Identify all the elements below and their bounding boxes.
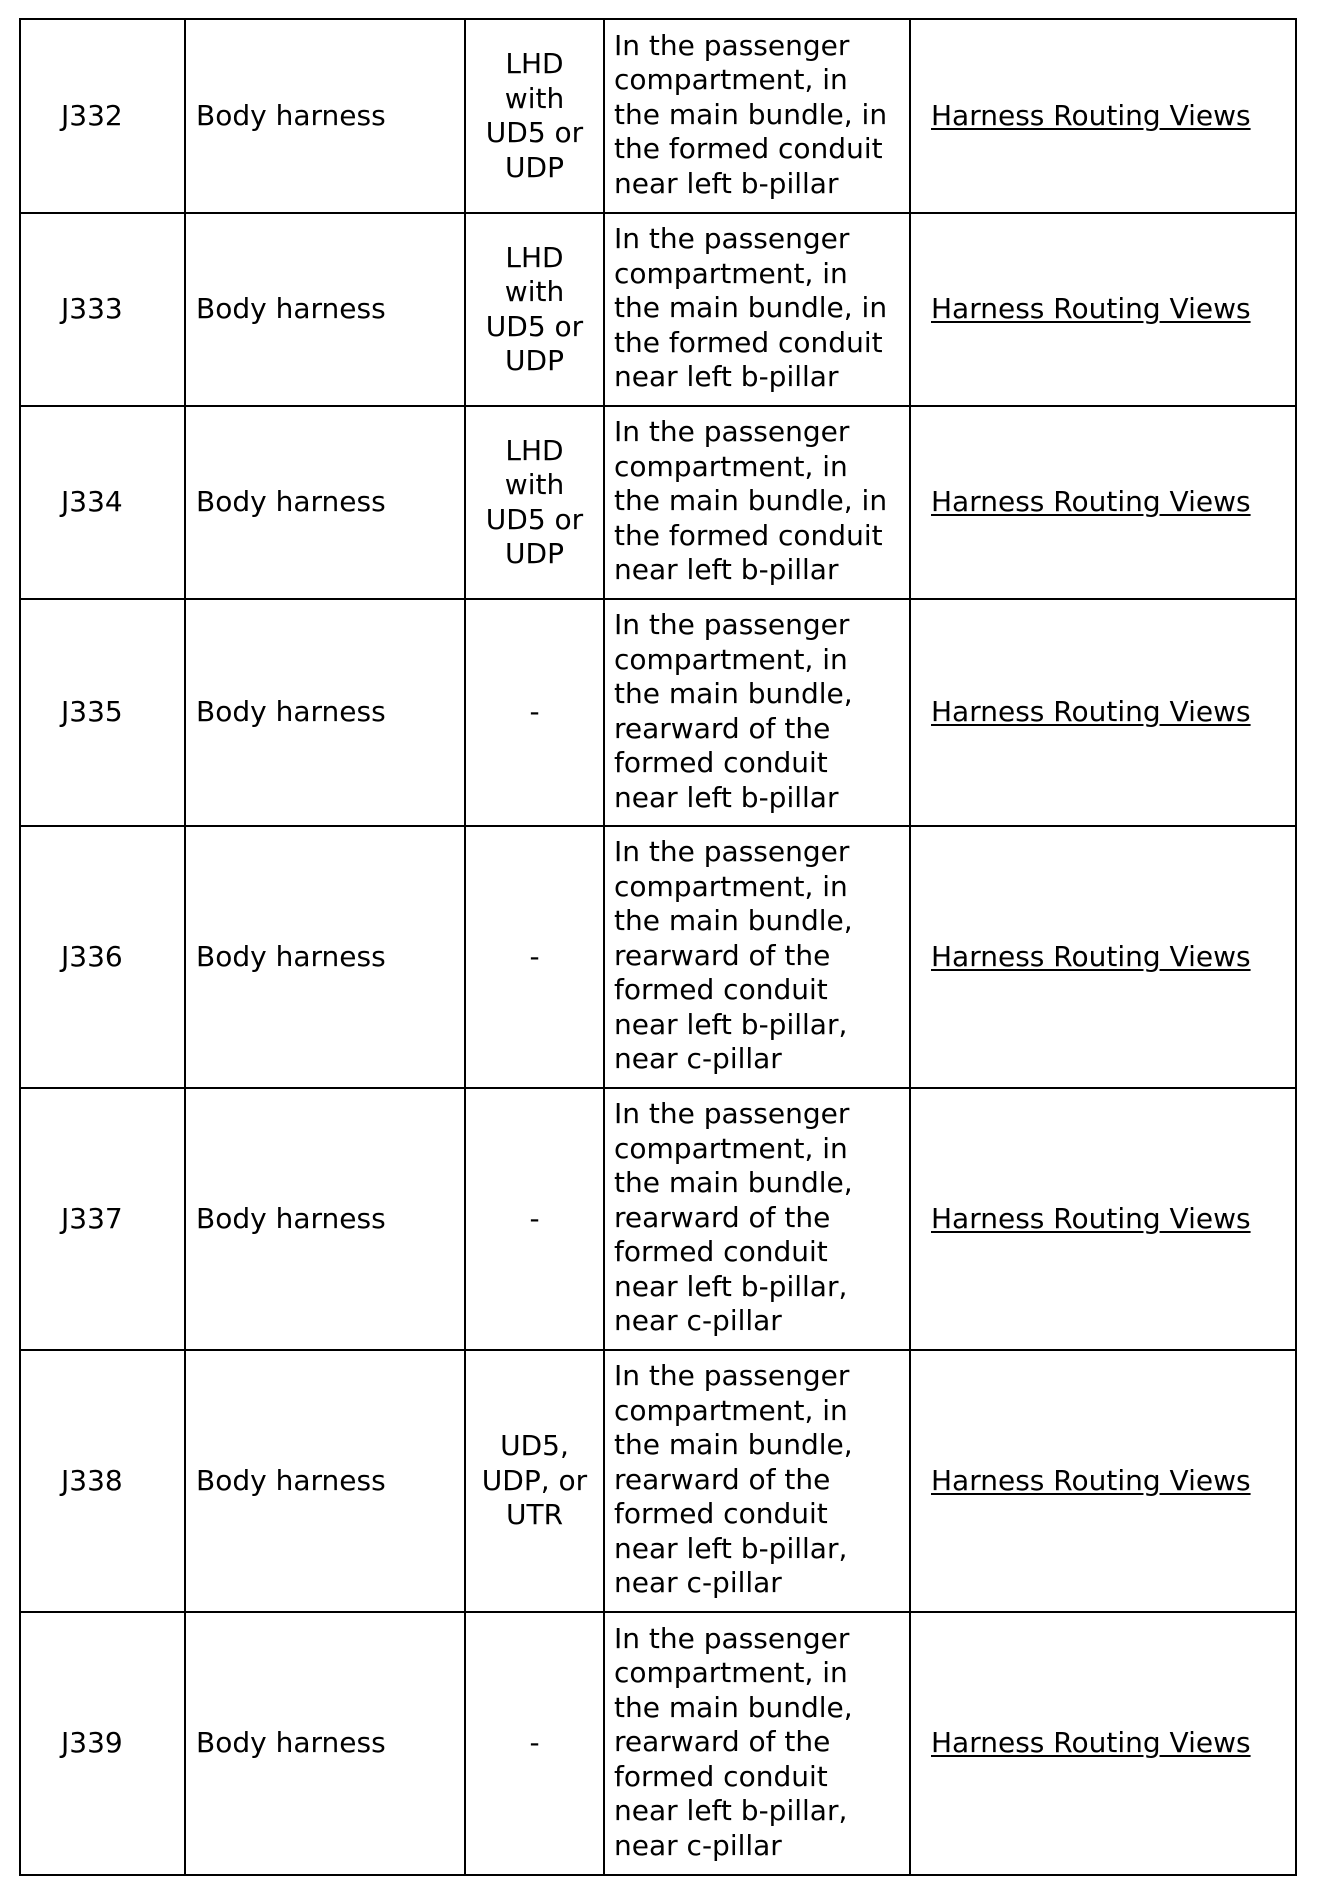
option-cell bbox=[465, 1350, 604, 1612]
table-row bbox=[20, 826, 1296, 1088]
connector-id: J334 bbox=[20, 406, 185, 599]
harness-routing-views-link[interactable]: Harness Routing Views bbox=[931, 1201, 1251, 1235]
location-cell bbox=[604, 213, 910, 406]
option-cell bbox=[465, 599, 604, 826]
option-cell bbox=[465, 1612, 604, 1875]
views-cell bbox=[910, 1612, 1296, 1875]
connector-id: J337 bbox=[20, 1088, 185, 1350]
connector-id: J338 bbox=[20, 1350, 185, 1612]
location-cell bbox=[604, 406, 910, 599]
location-text: In the passenger compartment, in the main bundle, rearward of the formed conduit near left b-pillar bbox=[614, 608, 853, 814]
harness-name: Body harness bbox=[185, 1088, 465, 1350]
views-cell bbox=[910, 1088, 1296, 1350]
table-row bbox=[20, 406, 1296, 599]
option-text: - bbox=[529, 1726, 540, 1760]
option-text: - bbox=[529, 695, 540, 729]
location-cell bbox=[604, 599, 910, 826]
option-text: UD5, UDP, or UTR bbox=[481, 1429, 588, 1532]
table-row bbox=[20, 1350, 1296, 1612]
harness-name: Body harness bbox=[185, 826, 465, 1088]
location-text: In the passenger compartment, in the main bundle, in the formed conduit near left b-pillar bbox=[614, 222, 888, 394]
location-cell bbox=[604, 1350, 910, 1612]
harness-name: Body harness bbox=[185, 599, 465, 826]
harness-routing-views-link[interactable]: Harness Routing Views bbox=[931, 292, 1251, 326]
views-cell bbox=[910, 19, 1296, 213]
views-cell bbox=[910, 599, 1296, 826]
views-cell bbox=[910, 826, 1296, 1088]
option-text: - bbox=[529, 939, 540, 973]
location-text: In the passenger compartment, in the main bundle, in the formed conduit near left b-pillar bbox=[614, 28, 888, 200]
harness-routing-views-link[interactable]: Harness Routing Views bbox=[931, 485, 1251, 519]
location-cell bbox=[604, 1088, 910, 1350]
views-cell bbox=[910, 213, 1296, 406]
harness-name: Body harness bbox=[185, 1350, 465, 1612]
harness-routing-views-link[interactable]: Harness Routing Views bbox=[931, 1726, 1251, 1760]
location-cell bbox=[604, 826, 910, 1088]
connector-table bbox=[19, 18, 1297, 1876]
option-cell bbox=[465, 406, 604, 599]
connector-id: J335 bbox=[20, 599, 185, 826]
option-cell bbox=[465, 213, 604, 406]
option-text: - bbox=[529, 1201, 540, 1235]
harness-routing-views-link[interactable]: Harness Routing Views bbox=[931, 695, 1251, 729]
location-text: In the passenger compartment, in the main bundle, rearward of the formed conduit near left b-pillar, near c-pillar bbox=[614, 1621, 853, 1862]
table-row bbox=[20, 1612, 1296, 1875]
option-cell bbox=[465, 19, 604, 213]
harness-routing-views-link[interactable]: Harness Routing Views bbox=[931, 98, 1251, 132]
harness-routing-views-link[interactable]: Harness Routing Views bbox=[931, 1463, 1251, 1497]
location-text: In the passenger compartment, in the main bundle, rearward of the formed conduit near left b-pillar, near c-pillar bbox=[614, 835, 853, 1076]
views-cell bbox=[910, 1350, 1296, 1612]
option-text: LHD with UD5 or UDP bbox=[485, 433, 584, 570]
option-text: LHD with UD5 or UDP bbox=[485, 240, 584, 377]
connector-id: J336 bbox=[20, 826, 185, 1088]
connector-id: J332 bbox=[20, 19, 185, 213]
connector-id: J333 bbox=[20, 213, 185, 406]
table-row bbox=[20, 599, 1296, 826]
location-cell bbox=[604, 1612, 910, 1875]
harness-name: Body harness bbox=[185, 19, 465, 213]
table-row bbox=[20, 213, 1296, 406]
connector-table-body bbox=[20, 19, 1296, 1875]
harness-name: Body harness bbox=[185, 1612, 465, 1875]
location-text: In the passenger compartment, in the main bundle, rearward of the formed conduit near left b-pillar, near c-pillar bbox=[614, 1097, 853, 1338]
option-text: LHD with UD5 or UDP bbox=[485, 47, 584, 184]
harness-name: Body harness bbox=[185, 406, 465, 599]
table-row bbox=[20, 1088, 1296, 1350]
option-cell bbox=[465, 1088, 604, 1350]
location-text: In the passenger compartment, in the main bundle, rearward of the formed conduit near left b-pillar, near c-pillar bbox=[614, 1359, 853, 1600]
option-cell bbox=[465, 826, 604, 1088]
connector-id: J339 bbox=[20, 1612, 185, 1875]
table-row bbox=[20, 19, 1296, 213]
harness-routing-views-link[interactable]: Harness Routing Views bbox=[931, 939, 1251, 973]
harness-name: Body harness bbox=[185, 213, 465, 406]
location-cell bbox=[604, 19, 910, 213]
location-text: In the passenger compartment, in the main bundle, in the formed conduit near left b-pillar bbox=[614, 415, 888, 587]
views-cell bbox=[910, 406, 1296, 599]
